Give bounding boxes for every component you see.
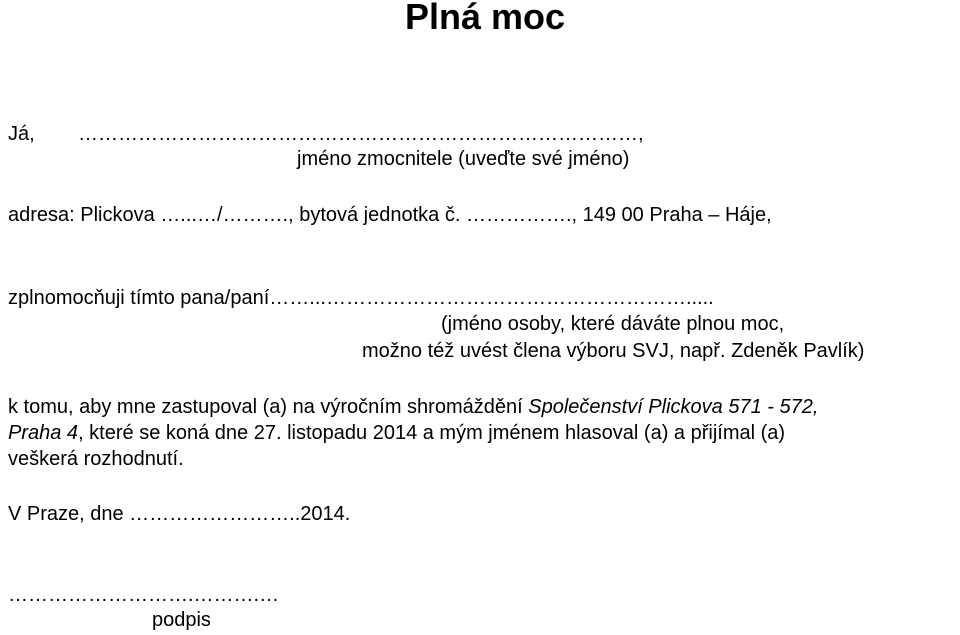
address-line: adresa: Plickova …...…/………., bytová jednotka č. ……………., 149 00 Praha – Háje, <box>8 204 772 226</box>
signature-label: podpis <box>152 609 211 631</box>
organization-name: Společenství Plickova 571 - 572, <box>528 396 819 418</box>
date-line: V Praze, dne ……………………..2014. <box>8 503 351 525</box>
agent-caption-line2: možno též uvést člena výboru SVJ, např. Zdeněk Pavlík) <box>362 340 865 362</box>
document-title: Plná moc <box>404 0 566 37</box>
principal-name-blank: …………………………………………………………………………, <box>78 123 644 145</box>
body-paragraph-line3: veškerá rozhodnutí. <box>8 448 184 470</box>
principal-label: Já, <box>8 123 35 145</box>
principal-caption: jméno zmocnitele (uveďte své jméno) <box>297 148 630 170</box>
body-meeting-details: , které se koná dne 27. listopadu 2014 a mým jménem hlasoval (a) a přijímal (a) <box>78 422 786 444</box>
body-intro: k tomu, aby mne zastupoval (a) na výročním shromáždění <box>8 396 529 418</box>
body-paragraph-line1 <box>8 395 818 419</box>
signature-line: ……………………….……….… <box>8 584 280 606</box>
body-paragraph-line2 <box>8 421 785 445</box>
authorize-line: zplnomocňuji tímto pana/paní……...………………………………………………..... <box>8 287 714 309</box>
organization-city: Praha 4 <box>8 422 79 444</box>
agent-caption-line1: (jméno osoby, které dáváte plnou moc, <box>441 313 785 335</box>
